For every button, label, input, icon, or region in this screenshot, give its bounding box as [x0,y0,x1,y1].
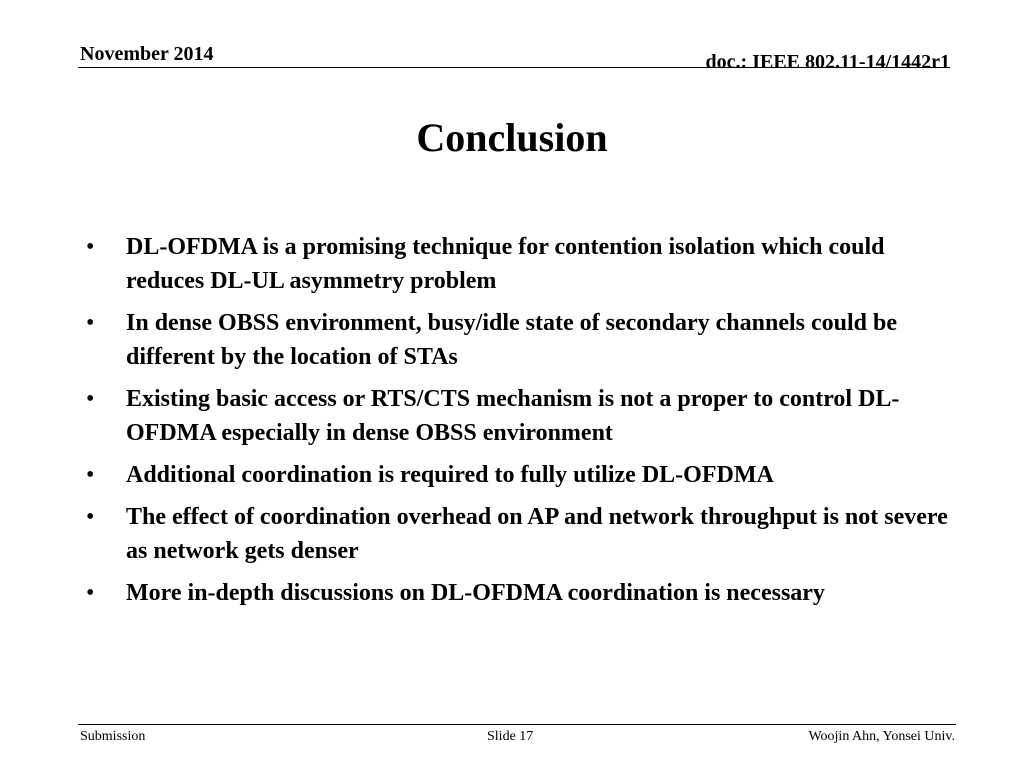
bullet-item [80,382,950,450]
header-doc-id: doc.: IEEE 802.11-14/1442r1 [705,51,950,73]
bullet-icon: • [86,580,95,606]
slide-title: Conclusion [416,115,608,160]
bullet-item [80,500,950,568]
bullet-icon: • [86,234,95,260]
bullet-icon: • [86,504,95,530]
footer-divider [78,724,956,725]
bullet-text: More in-depth discussions on DL-OFDMA coordination is necessary [126,580,825,606]
footer-slide-number: Slide 17 [487,729,534,744]
bullet-text: Existing basic access or RTS/CTS mechanism is not a proper to control DL-OFDMA especially in dense OBSS environment [126,386,900,446]
bullet-item [80,458,950,492]
header-divider [78,67,950,68]
bullet-icon: • [86,462,95,488]
bullet-list [80,230,950,618]
bullet-text: Additional coordination is required to fully utilize DL-OFDMA [126,462,774,488]
bullet-item [80,306,950,374]
footer-author: Woojin Ahn, Yonsei Univ. [808,729,955,744]
bullet-text: DL-OFDMA is a promising technique for contention isolation which could reduces DL-UL asymmetry problem [126,234,885,294]
bullet-icon: • [86,386,95,412]
header-date: November 2014 [80,43,214,65]
bullet-text: The effect of coordination overhead on AP and network throughput is not severe as network gets denser [126,504,948,564]
footer-submission: Submission [80,729,146,744]
bullet-item [80,576,950,610]
bullet-text: In dense OBSS environment, busy/idle state of secondary channels could be different by the location of STAs [126,310,897,370]
bullet-icon: • [86,310,95,336]
bullet-item [80,230,950,298]
